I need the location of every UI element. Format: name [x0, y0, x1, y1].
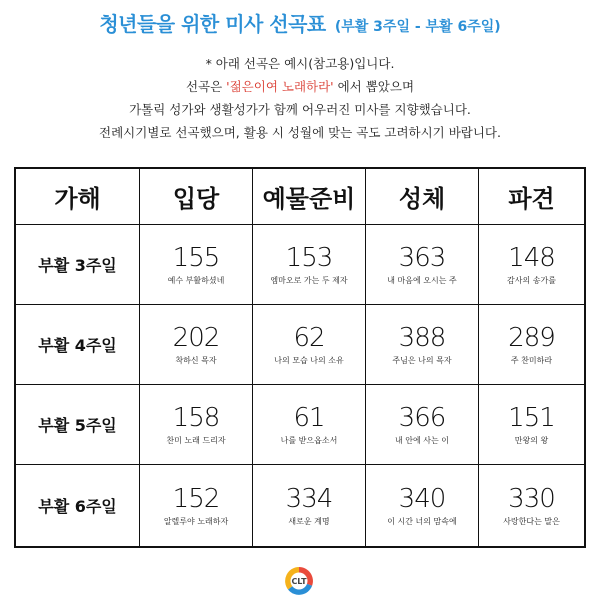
song-number: 152 — [172, 484, 220, 514]
song-cell — [140, 465, 253, 546]
song-number: 289 — [508, 323, 555, 353]
song-cell — [366, 305, 479, 385]
song-title: 내 마음에 오시는 주 — [387, 276, 457, 285]
song-number: 151 — [508, 403, 555, 433]
song-number: 155 — [172, 243, 220, 273]
song-title: 나를 받으옵소서 — [280, 436, 338, 445]
note-line-1: * 아래 선곡은 예시(참고용)입니다. — [205, 56, 395, 71]
song-cell — [479, 305, 584, 385]
song-number: 202 — [172, 323, 220, 353]
song-title: 예수 부활하셨네 — [167, 276, 225, 285]
song-number: 153 — [285, 243, 333, 273]
song-cell — [253, 465, 366, 546]
song-number: 148 — [508, 243, 555, 273]
song-title: 사랑한다는 말은 — [503, 517, 560, 526]
song-cell — [140, 385, 253, 465]
song-cell — [140, 225, 253, 305]
column-header: 가해 — [16, 169, 140, 225]
column-header: 입당 — [140, 169, 253, 225]
song-cell — [479, 385, 584, 465]
song-title: 나의 모습 나의 소유 — [274, 356, 344, 365]
song-cell — [253, 225, 366, 305]
clt-logo-graphic — [284, 566, 314, 596]
song-number: 62 — [293, 323, 325, 353]
song-number: 363 — [398, 243, 446, 273]
note-line-2-highlight: '젊은이여 노래하라' — [226, 79, 334, 94]
clt-logo-icon — [284, 566, 314, 596]
song-number: 330 — [508, 484, 555, 514]
note-line-3: 가톨릭 성가와 생활성가가 함께 어우러진 미사를 지향했습니다. — [129, 102, 471, 117]
song-title: 엠마오로 가는 두 제자 — [270, 276, 348, 285]
song-cell — [140, 305, 253, 385]
song-number: 334 — [285, 484, 333, 514]
column-header: 예물준비 — [253, 169, 366, 225]
song-number: 388 — [398, 323, 446, 353]
column-header: 파견 — [479, 169, 584, 225]
song-number: 158 — [172, 403, 220, 433]
song-cell — [253, 305, 366, 385]
song-title: 내 안에 사는 이 — [395, 436, 449, 445]
note-line-2-prefix: 선곡은 — [185, 79, 227, 94]
song-title: 착하신 목자 — [175, 356, 217, 365]
song-cell — [366, 465, 479, 546]
row-label: 부활 5주일 — [16, 385, 140, 465]
song-title: 만왕의 왕 — [514, 436, 549, 445]
page-title: 청년들을 위한 미사 선곡표 — [99, 12, 326, 36]
song-title: 이 시간 너의 맘속에 — [387, 517, 457, 526]
song-title: 새로운 계명 — [288, 517, 330, 526]
song-number: 366 — [398, 403, 446, 433]
page-title-block — [0, 8, 600, 37]
song-table — [14, 167, 586, 548]
song-title: 알렐루야 노래하자 — [163, 517, 229, 526]
song-cell — [366, 385, 479, 465]
song-title: 찬미 노래 드리자 — [166, 436, 226, 445]
song-title: 감사의 송가를 — [507, 276, 556, 285]
notes-block — [0, 52, 600, 144]
row-label: 부활 6주일 — [16, 465, 140, 546]
note-line-2 — [0, 75, 600, 98]
song-cell — [366, 225, 479, 305]
logo-text: CLT — [291, 577, 307, 587]
song-title: 주님은 나의 목자 — [392, 356, 452, 365]
song-cell — [479, 465, 584, 546]
note-line-2-suffix: 에서 뽑았으며 — [333, 79, 415, 94]
row-label: 부활 4주일 — [16, 305, 140, 385]
column-header: 성체 — [366, 169, 479, 225]
song-number: 340 — [398, 484, 446, 514]
row-label: 부활 3주일 — [16, 225, 140, 305]
note-line-4: 전례시기별로 선곡했으며, 활용 시 성월에 맞는 곡도 고려하시기 바랍니다. — [99, 125, 501, 140]
song-cell — [479, 225, 584, 305]
song-title: 주 찬미하라 — [510, 356, 553, 365]
song-number: 61 — [293, 403, 325, 433]
song-cell — [253, 385, 366, 465]
page-period: (부활 3주일 - 부활 6주일) — [334, 19, 501, 35]
